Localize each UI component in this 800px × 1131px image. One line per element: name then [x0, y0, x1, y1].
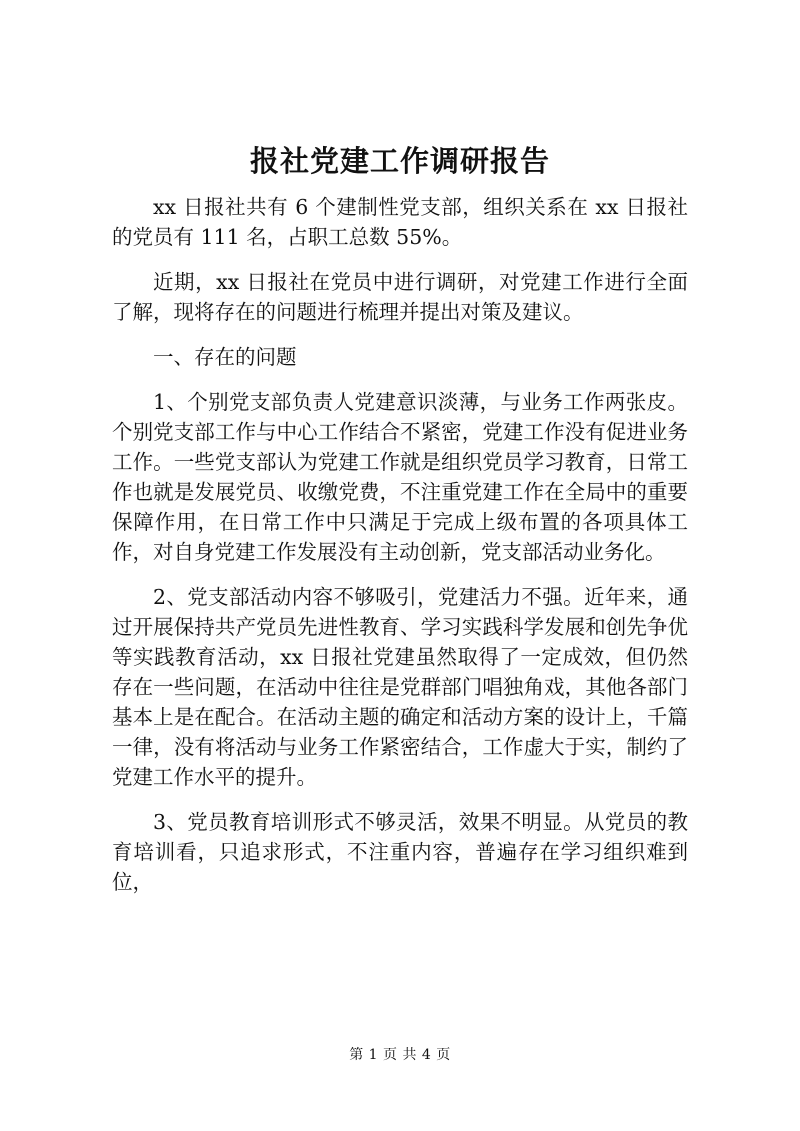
paragraph-survey: 近期，xx 日报社在党员中进行调研，对党建工作进行全面了解，现将存在的问题进行梳理并提出对策及建议。 [112, 270, 688, 324]
paragraph-intro: xx 日报社共有 6 个建制性党支部，组织关系在 xx 日报社的党员有 111 名，占职工总数 55%。 [112, 195, 688, 249]
document-body [112, 192, 688, 912]
section-heading-problems: 一、存在的问题 [153, 345, 297, 369]
paragraph-problem-2: 2、党支部活动内容不够吸引，党建活力不强。近年来，通过开展保持共产党员先进性教育、学习实践科学发展和创先争优等实践教育活动，xx 日报社党建虽然取得了一定成效，但仍然存在一些问题，在活动中往往是党群部门唱独角戏，其他各部门基本上是在配合。在活动主题的确定和活动方案的设计上，千篇一律，没有将活动与业务工作紧密结合，工作虚大于实，制约了党建工作水平的提升。 [112, 585, 688, 789]
paragraph-problem-3: 3、党员教育培训形式不够灵活，效果不明显。从党员的教育培训看，只追求形式，不注重内容，普遍存在学习组织难到位， [112, 810, 688, 894]
paragraph-problem-1: 1、个别党支部负责人党建意识淡薄，与业务工作两张皮。个别党支部工作与中心工作结合不紧密，党建工作没有促进业务工作。一些党支部认为党建工作就是组织党员学习教育，日常工作也就是发展党员、收缴党费，不注重党建工作在全局中的重要保障作用，在日常工作中只满足于完成上级布置的各项具体工作，对自身党建工作发展没有主动创新，党支部活动业务化。 [112, 390, 688, 564]
page-footer: 第 1 页 共 4 页 [349, 1047, 451, 1063]
document-title: 报社党建工作调研报告 [249, 144, 550, 178]
